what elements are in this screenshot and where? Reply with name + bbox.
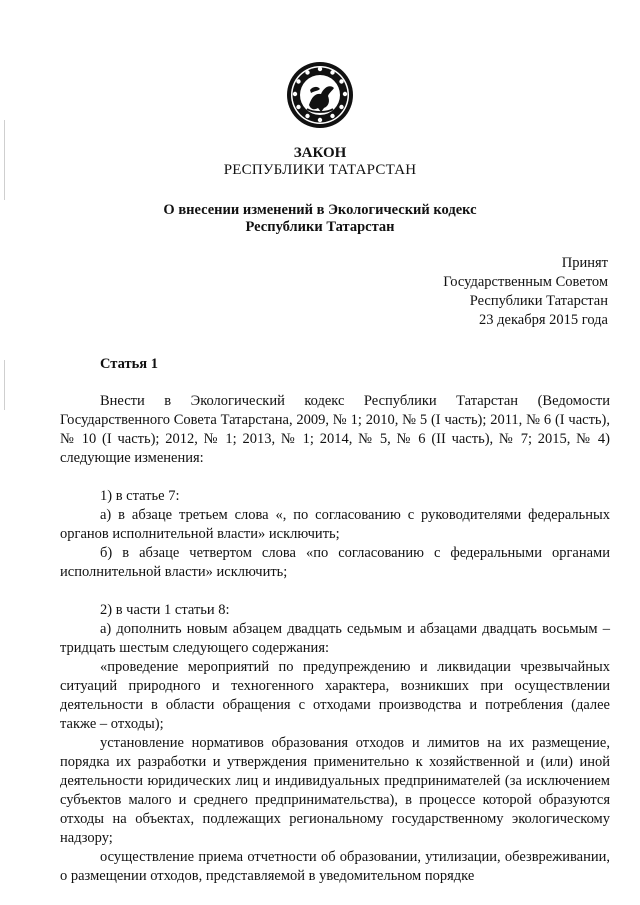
item1-b: б) в абзаце четвертом слова «по согласованию с федеральными органами исполнительной власти» исключить; <box>60 545 610 580</box>
law-title: ЗАКОН <box>293 145 347 161</box>
article-heading: Статья 1 <box>100 356 158 372</box>
subject-line-1: О внесении изменений в Экологический кодекс <box>163 202 477 218</box>
subject-title <box>0 202 640 236</box>
adoption-line-3: Республики Татарстан <box>469 293 608 309</box>
article-body <box>60 392 610 886</box>
item2-heading: 2) в части 1 статьи 8: <box>100 602 230 618</box>
tatarstan-emblem-icon <box>285 60 355 130</box>
adoption-line-1: Принят <box>561 255 608 271</box>
adoption-line-2: Государственным Советом <box>443 274 608 290</box>
adoption-date: 23 декабря 2015 года <box>479 312 608 328</box>
item1-heading: 1) в статье 7: <box>100 488 180 504</box>
quote-1: «проведение мероприятий по предупреждению и ликвидации чрезвычайных ситуаций природного и техногенного характера, возникших при осуществлении деятельности в области обращения с отходами производства и потребления (далее также – отходы); <box>60 659 610 732</box>
subject-line-2: Республики Татарстан <box>245 219 395 235</box>
scan-edge-mark <box>4 360 5 410</box>
republic-title: РЕСПУБЛИКИ ТАТАРСТАН <box>223 162 417 178</box>
item1-a: а) в абзаце третьем слова «, по согласованию с руководителями федеральных органов исполнительной власти» исключить; <box>60 507 610 542</box>
article-intro: Внести в Экологический кодекс Республики Татарстан (Ведомости Государственного Совета Татарстана, 2009, № 1; 2010, № 5 (I часть); 2011, № 6 (I часть), № 10 (I часть); 2012, № 1; 2013, № 1; 2014, № 5, № 6 (II часть), № 7; 2015, № 4) следующие изменения: <box>60 393 610 466</box>
adoption-block <box>443 254 608 330</box>
quote-3: осуществление приема отчетности об образовании, утилизации, обезвреживании, о размещении отходов, представляемой в уведомительном порядке <box>60 849 610 884</box>
item2-a: а) дополнить новым абзацем двадцать седьмым и абзацами двадцать восьмым – тридцать шестым следующего содержания: <box>60 621 610 656</box>
quote-2: установление нормативов образования отходов и лимитов на их размещение, порядка их разработки и утверждения применительно к хозяйственной и (или) иной деятельности юридических лиц и индивидуальных предпринимателей (за исключением субъектов малого и среднего предпринимательства), в процессе которой образуются отходы на объектах, подлежащих региональному государственному экологическому надзору; <box>60 735 610 846</box>
